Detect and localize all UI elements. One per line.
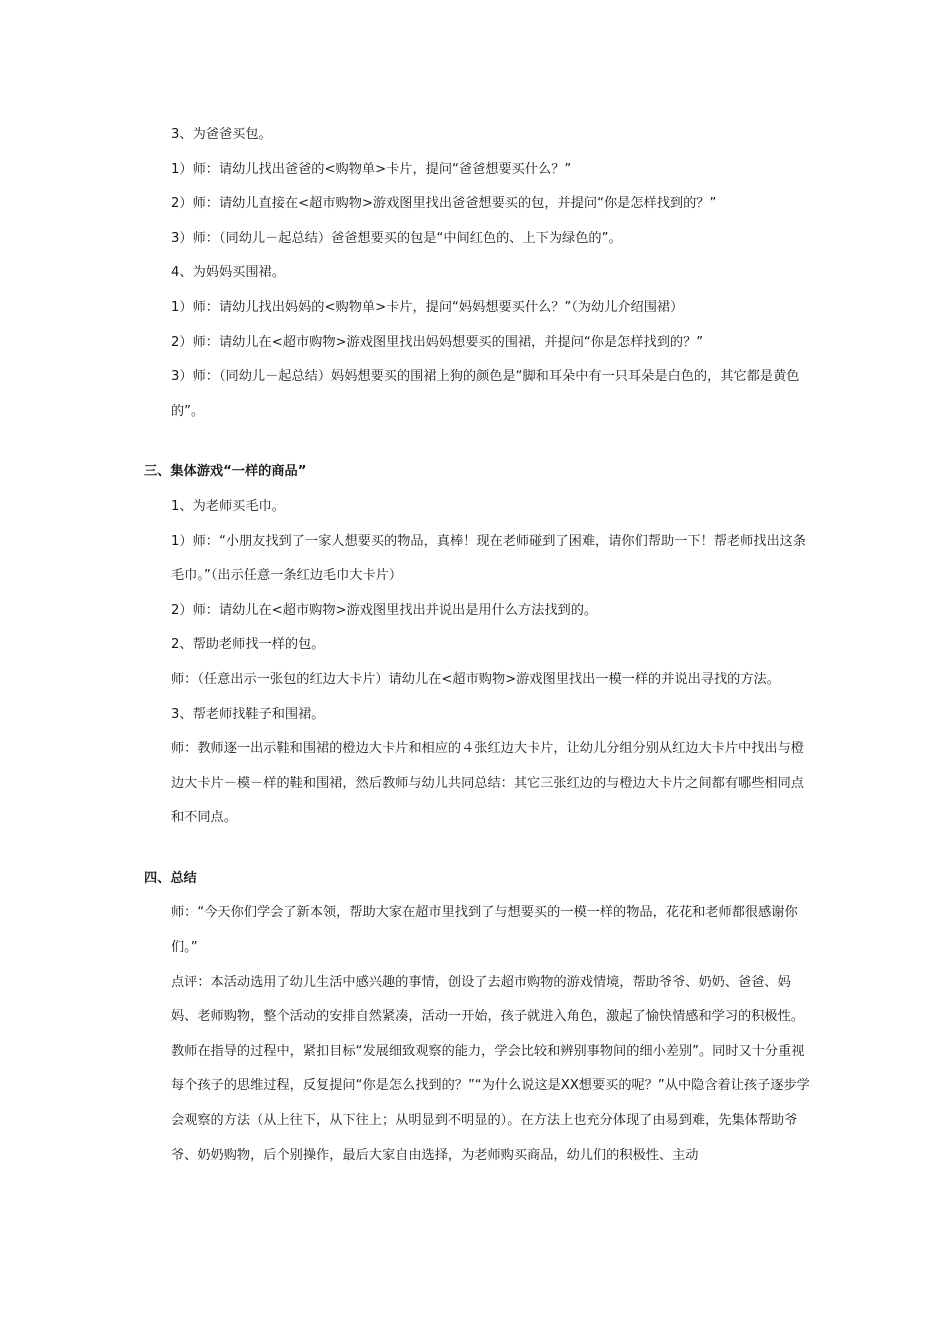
item4-title: 4、为妈妈买围裙。 [171, 265, 285, 281]
item4-step3: 3）师：（同幼儿－起总结）妈妈想要买的围裙上狗的颜色是“脚和耳朵中有一只耳朵是白色的，其它都是黄色的”。 [171, 369, 800, 419]
item4-step1: 1）师：请幼儿找出妈妈的<购物单>卡片，提问“妈妈想要买什么？”（为幼儿介绍围裙） [171, 299, 684, 315]
item3-step1: 1）师：请幼儿找出爸爸的<购物单>卡片，提问“爸爸想要买什么？” [171, 161, 572, 177]
s3-item2-step1: 师：（任意出示一张包的红边大卡片）请幼儿在<超市购物>游戏图里找出一模一样的并说出寻找的方法。 [171, 671, 780, 687]
s3-item1-step1: 1）师：“小朋友找到了一家人想要买的物品，真棒！现在老师碰到了困难，请你们帮助一下！帮老师找出这条毛巾。”（出示任意一条红边毛巾大卡片） [171, 533, 807, 584]
section-gap [144, 429, 816, 455]
s3-item1-step2: 2）师：请幼儿在<超市购物>游戏图里找出并说出是用什么方法找到的。 [171, 602, 598, 618]
item3-title: 3、为爸爸买包。 [171, 127, 272, 142]
section4-heading: 四、总结 [144, 870, 197, 886]
section-gap [144, 836, 816, 862]
document-page [144, 118, 816, 1173]
review-paragraph-3: 教师在指导的过程中，紧扣目标“发展细致观察的能力，学会比较和辨别事物间的细小差别”。同时又十分重视每个孩子的思维过程，反复提问“你是怎么找到的？”“为什么说这是XX想要买的呢？”从中隐含着让孩子逐步学会观察的方法（从上往下，从下往上；从明显到不明显的）。在方法上也充分体现了由易到难，先集体帮助爷爷、奶奶购物，后个别操作，最后大家自由选择，为老师购买商品，幼儿们的积极性、主动 [171, 1043, 810, 1163]
summary-paragraph-1: 师：“今天你们学会了新本领，帮助大家在超市里找到了与想要买的一模一样的物品，花花和老师都很感谢你们。” [171, 905, 798, 956]
section3-heading: 三、集体游戏“一样的商品” [144, 464, 307, 480]
item4-step2: 2）师：请幼儿在<超市购物>游戏图里找出妈妈想要买的围裙，并提问“你是怎样找到的？” [171, 334, 704, 350]
item3-step2: 2）师：请幼儿直接在<超市购物>游戏图里找出爸爸想要买的包，并提问“你是怎样找到的？” [171, 196, 717, 212]
s3-item3-step1: 师：教师逐一出示鞋和围裙的橙边大卡片和相应的４张红边大卡片，让幼儿分组分别从红边大卡片中找出与橙边大卡片－模－样的鞋和围裙，然后教师与幼儿共同总结：其它三张红边的与橙边大卡片之间都有哪些相同点和不同点。 [171, 741, 804, 826]
s3-item1-title: 1、为老师买毛巾。 [171, 498, 285, 514]
s3-item2-title: 2、帮助老师找一样的包。 [171, 637, 325, 653]
item3-step3: 3）师：（同幼儿－起总结）爸爸想要买的包是“中间红色的、上下为绿色的”。 [171, 230, 622, 246]
review-paragraph-2: 点评：本活动选用了幼儿生活中感兴趣的事情，创设了去超市购物的游戏情境，帮助爷爷、奶奶、爸爸、妈妈、老师购物，整个活动的安排自然紧凑，活动一开始，孩子就进入角色，激起了愉快情感和学习的积极性。 [171, 974, 804, 1025]
s3-item3-title: 3、帮老师找鞋子和围裙。 [171, 706, 325, 722]
